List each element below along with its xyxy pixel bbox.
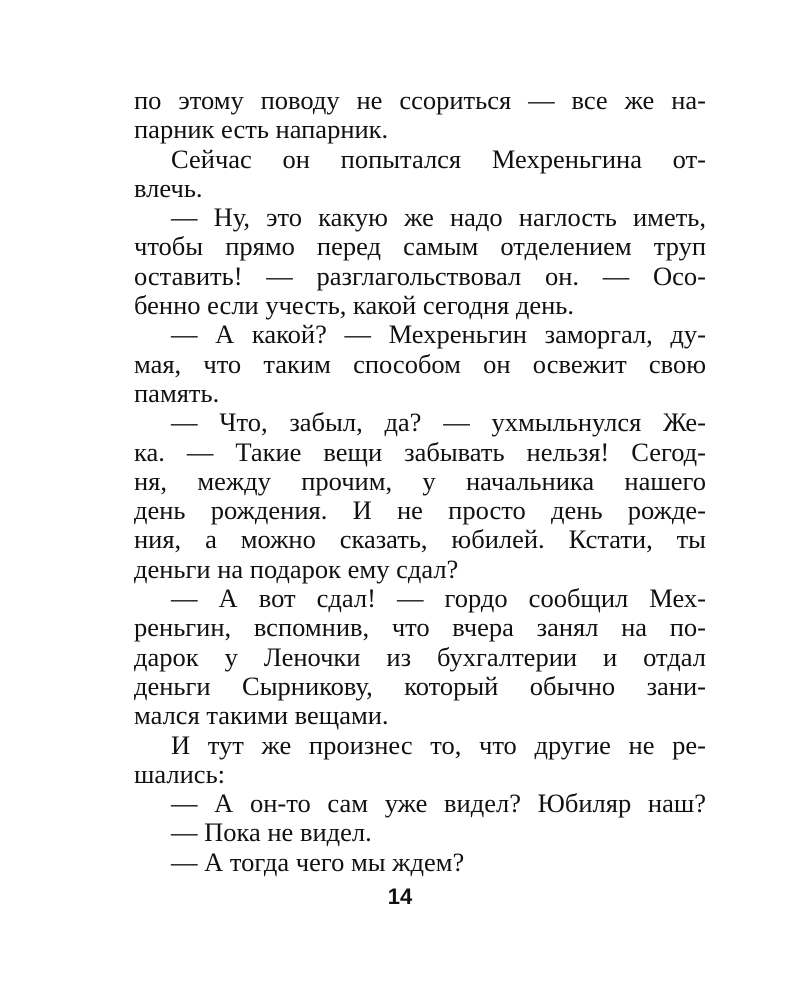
text-line: реньгин, вспомнив, что вчера занял на по- [134,612,706,643]
text-line: деньги на подарок ему сдал? [134,553,459,584]
text-line: мая, что таким способом он освежит свою [134,348,706,379]
text-line: бенно если учесть, какой сегодня день. [134,290,575,321]
text-line: — А он-то сам уже видел? Юбиляр наш? [171,788,706,819]
text-line: — А какой? — Мехреньгин заморгал, ду- [171,319,706,350]
text-line: — А вот сдал! — гордо сообщил Мех- [171,583,706,614]
text-line: — Что, забыл, да? — ухмыльнулся Же- [171,407,706,438]
text-line: деньги Сырникову, который обычно зани- [134,670,706,701]
text-line: Сейчас он попытался Мехреньгина от- [171,143,706,174]
text-line: — А тогда чего мы ждем? [171,846,465,877]
text-line: — Пока не видел. [171,817,372,848]
text-line: день рождения. И не просто день рожде- [134,495,706,526]
page-number: 14 [387,884,413,909]
text-line: шались: [134,758,226,789]
body-text [134,86,706,877]
text-line: память. [134,377,220,408]
text-line: ния, а можно сказать, юбилей. Кстати, ты [134,524,706,555]
text-line: по этому поводу не ссориться — все же на- [134,85,706,115]
text-line: влечь. [134,172,203,203]
text-line: И тут же произнес то, что другие не ре- [171,729,706,760]
text-line: ка. — Такие вещи забывать нельзя! Сегод- [134,436,706,467]
text-line: ня, между прочим, у начальника нашего [134,465,706,496]
text-line: — Ну, это какую же надо наглость иметь, [171,202,706,233]
text-line: чтобы прямо перед самым отделением труп [134,231,706,262]
text-line: дарок у Леночки из бухгалтерии и отдал [134,641,706,672]
text-line: мался такими вещами. [134,700,389,731]
text-line: парник есть напарник. [134,114,389,145]
text-line: оставить! — разглагольствовал он. — Осо- [134,260,706,291]
